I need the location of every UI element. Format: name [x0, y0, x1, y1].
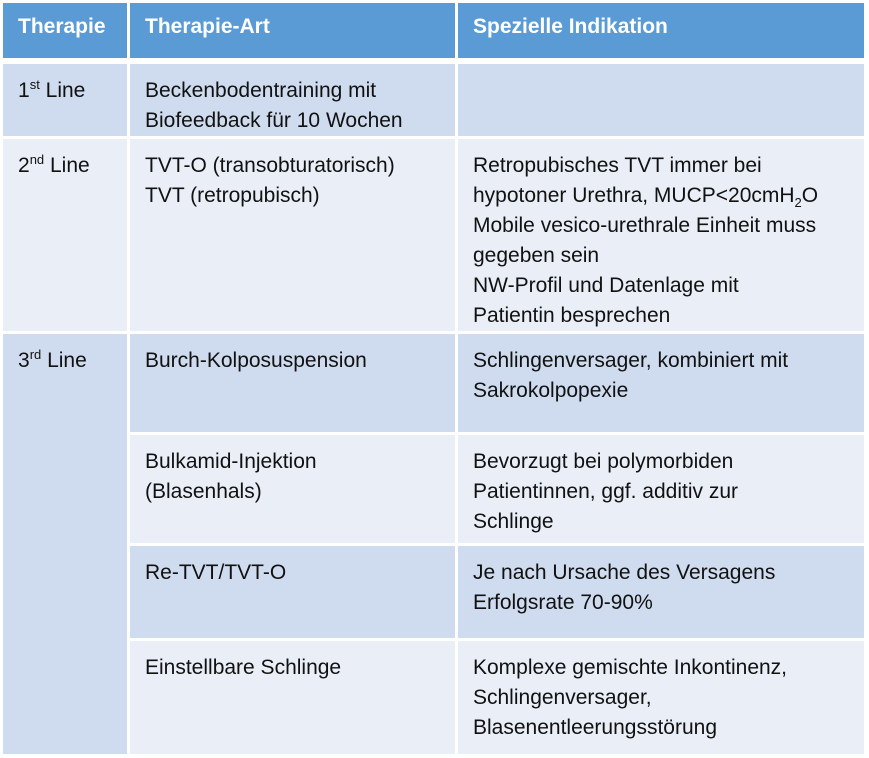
indication-line: Patientin besprechen	[473, 304, 671, 327]
row-3rd-line-art	[130, 334, 455, 432]
art-line: Beckenbodentraining mit	[145, 79, 377, 102]
header-therapie-art-label: Therapie-Art	[145, 15, 270, 38]
row-2nd-line-art	[130, 139, 455, 331]
header-therapie	[3, 3, 127, 58]
art-line: TVT (retropubisch)	[145, 184, 320, 207]
indication-line: Retropubisches TVT immer bei	[473, 154, 762, 177]
therapie-label: 1st Line	[18, 77, 86, 102]
indication-line: Mobile vesico-urethrale Einheit muss	[473, 214, 817, 237]
row-3rd-line-art	[130, 435, 455, 543]
header-therapie-art	[130, 3, 455, 58]
indication-line: Erfolgsrate 70-90%	[473, 591, 653, 614]
indication-line: Je nach Ursache des Versagens	[473, 561, 776, 584]
header-spezielle-indikation	[458, 3, 864, 58]
header-divider	[0, 58, 869, 64]
row-1st-line-therapie	[3, 64, 127, 136]
indication-line: Patientinnen, ggf. additiv zur	[473, 480, 739, 503]
row-3rd-line-indication	[458, 435, 864, 543]
indication-line: NW-Profil und Datenlage mit	[473, 274, 739, 297]
indication-line: Schlinge	[473, 510, 554, 533]
row-2nd-line-therapie	[3, 139, 127, 331]
art-line: Bulkamid-Injektion	[145, 450, 317, 473]
indication-line: Schlingenversager, kombiniert mit	[473, 349, 789, 372]
indication-line: Komplexe gemischte Inkontinenz,	[473, 656, 788, 679]
indication-line: Blasenentleerungsstörung	[473, 716, 718, 739]
header-therapie-label: Therapie	[18, 15, 106, 38]
art-line: Biofeedback für 10 Wochen	[145, 109, 403, 132]
indication-line: gegeben sein	[473, 244, 600, 267]
row-3rd-line-indication	[458, 546, 864, 638]
row-3rd-line-art	[130, 546, 455, 638]
row-2nd-line-indication	[458, 139, 864, 331]
art-line: Re-TVT/TVT-O	[145, 561, 287, 584]
art-line: Einstellbare Schlinge	[145, 656, 342, 679]
row-3rd-line-art	[130, 641, 455, 754]
row-3rd-line-indication	[458, 641, 864, 754]
indication-line: Sakrokolpopexie	[473, 379, 629, 402]
indication-line: Schlingenversager,	[473, 686, 652, 709]
indication-line: Bevorzugt bei polymorbiden	[473, 450, 734, 473]
indication-line: hypotoner Urethra, MUCP<20cmH$_2$O	[473, 184, 819, 210]
therapie-label: 2nd Line	[18, 152, 90, 177]
row-1st-line-art	[130, 64, 455, 136]
art-line: TVT-O (transobturatorisch)	[145, 154, 395, 177]
row-1st-line-indication	[458, 64, 864, 136]
therapie-label: 3rd Line	[18, 347, 87, 372]
art-line: (Blasenhals)	[145, 480, 262, 503]
header-indikation-label: Spezielle Indikation	[473, 15, 668, 38]
row-3rd-line-therapie	[3, 334, 127, 754]
art-line: Burch-Kolposuspension	[145, 349, 367, 372]
row-3rd-line-indication	[458, 334, 864, 432]
